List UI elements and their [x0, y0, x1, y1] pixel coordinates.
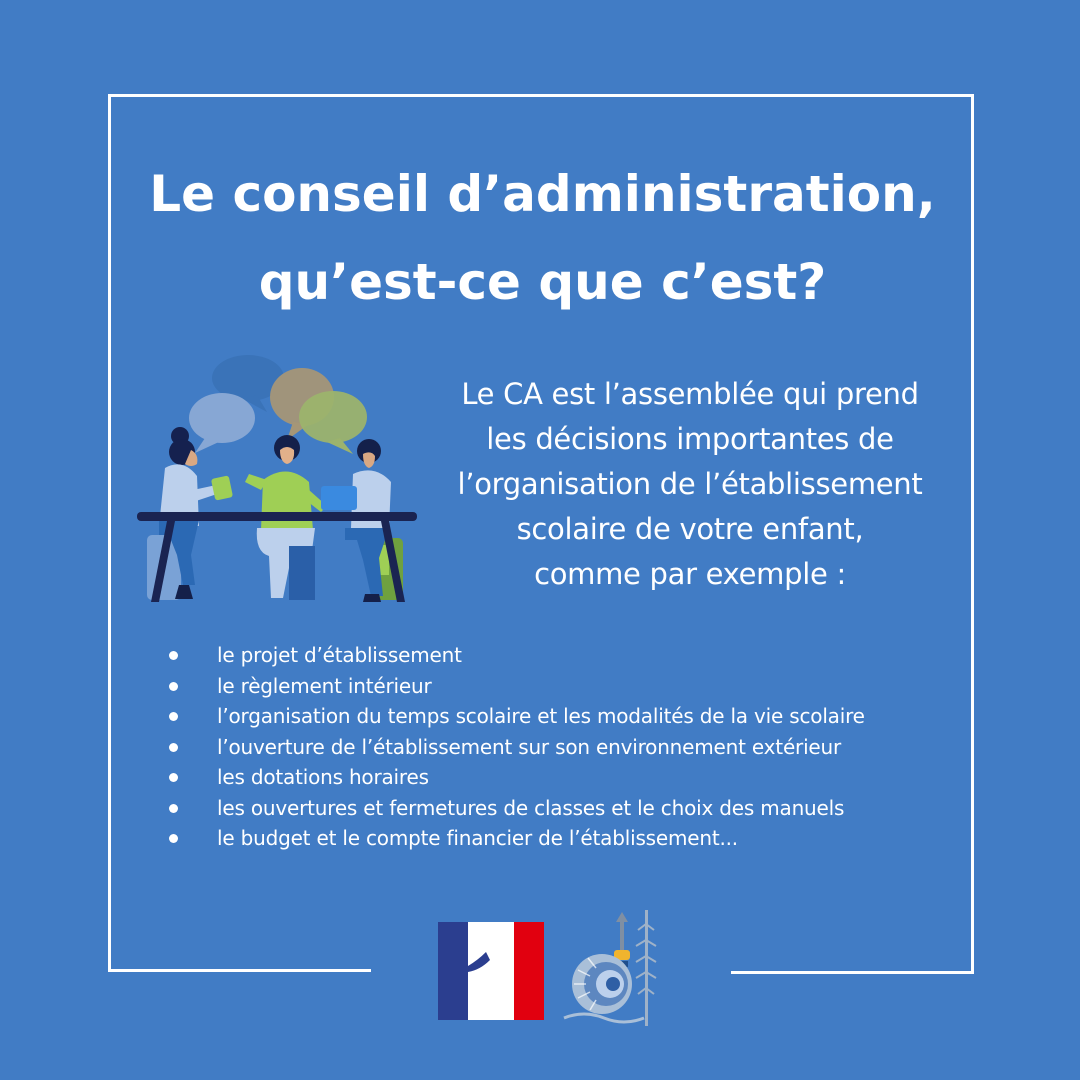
- bullet-icon: [169, 773, 178, 782]
- list-item: [165, 640, 965, 671]
- frame-top: [108, 94, 974, 97]
- bullet-icon: [169, 743, 178, 752]
- bullet-icon: [169, 834, 178, 843]
- list-item-text: le règlement intérieur: [217, 673, 432, 698]
- title-line-2: qu’est-ce que c’est?: [258, 253, 827, 311]
- bullet-icon: [169, 651, 178, 660]
- list-item-text: les dotations horaires: [217, 765, 429, 789]
- list-item-text: le budget et le compte financier de l’établissement...: [217, 826, 738, 850]
- bullet-icon: [169, 712, 178, 721]
- page-title: [110, 150, 975, 326]
- frame-bottom-right: [731, 971, 974, 974]
- intro-line-5: comme par exemple :: [534, 557, 846, 591]
- intro-line-4: scolaire de votre enfant,: [516, 512, 864, 546]
- bullet-icon: [169, 804, 178, 813]
- title-line-1: Le conseil d’administration,: [149, 165, 936, 223]
- list-item-text: l’organisation du temps scolaire et les modalités de la vie scolaire: [217, 704, 865, 728]
- intro-line-3: l’organisation de l’établissement: [457, 467, 923, 501]
- new-caledonia-logo: [558, 900, 676, 1028]
- list-item-text: l’ouverture de l’établissement sur son environnement extérieur: [217, 734, 842, 759]
- list-item: [165, 701, 965, 732]
- list-item: [165, 823, 965, 854]
- intro-paragraph: [420, 372, 960, 597]
- list-item: [165, 762, 965, 793]
- list-item: [165, 793, 965, 824]
- people-meeting-illustration: [135, 350, 420, 605]
- list-item-text: les ouvertures et fermetures de classes et le choix des manuels: [217, 795, 845, 820]
- intro-line-1: Le CA est l’assemblée qui prend: [461, 377, 919, 411]
- examples-list: [165, 640, 965, 854]
- list-item: [165, 671, 965, 702]
- list-item-text: le projet d’établissement: [217, 643, 462, 667]
- marianne-logo: [438, 922, 544, 1020]
- list-item: [165, 732, 965, 763]
- bullet-icon: [169, 682, 178, 691]
- intro-line-2: les décisions importantes de: [486, 422, 894, 456]
- frame-bottom-left: [108, 969, 371, 972]
